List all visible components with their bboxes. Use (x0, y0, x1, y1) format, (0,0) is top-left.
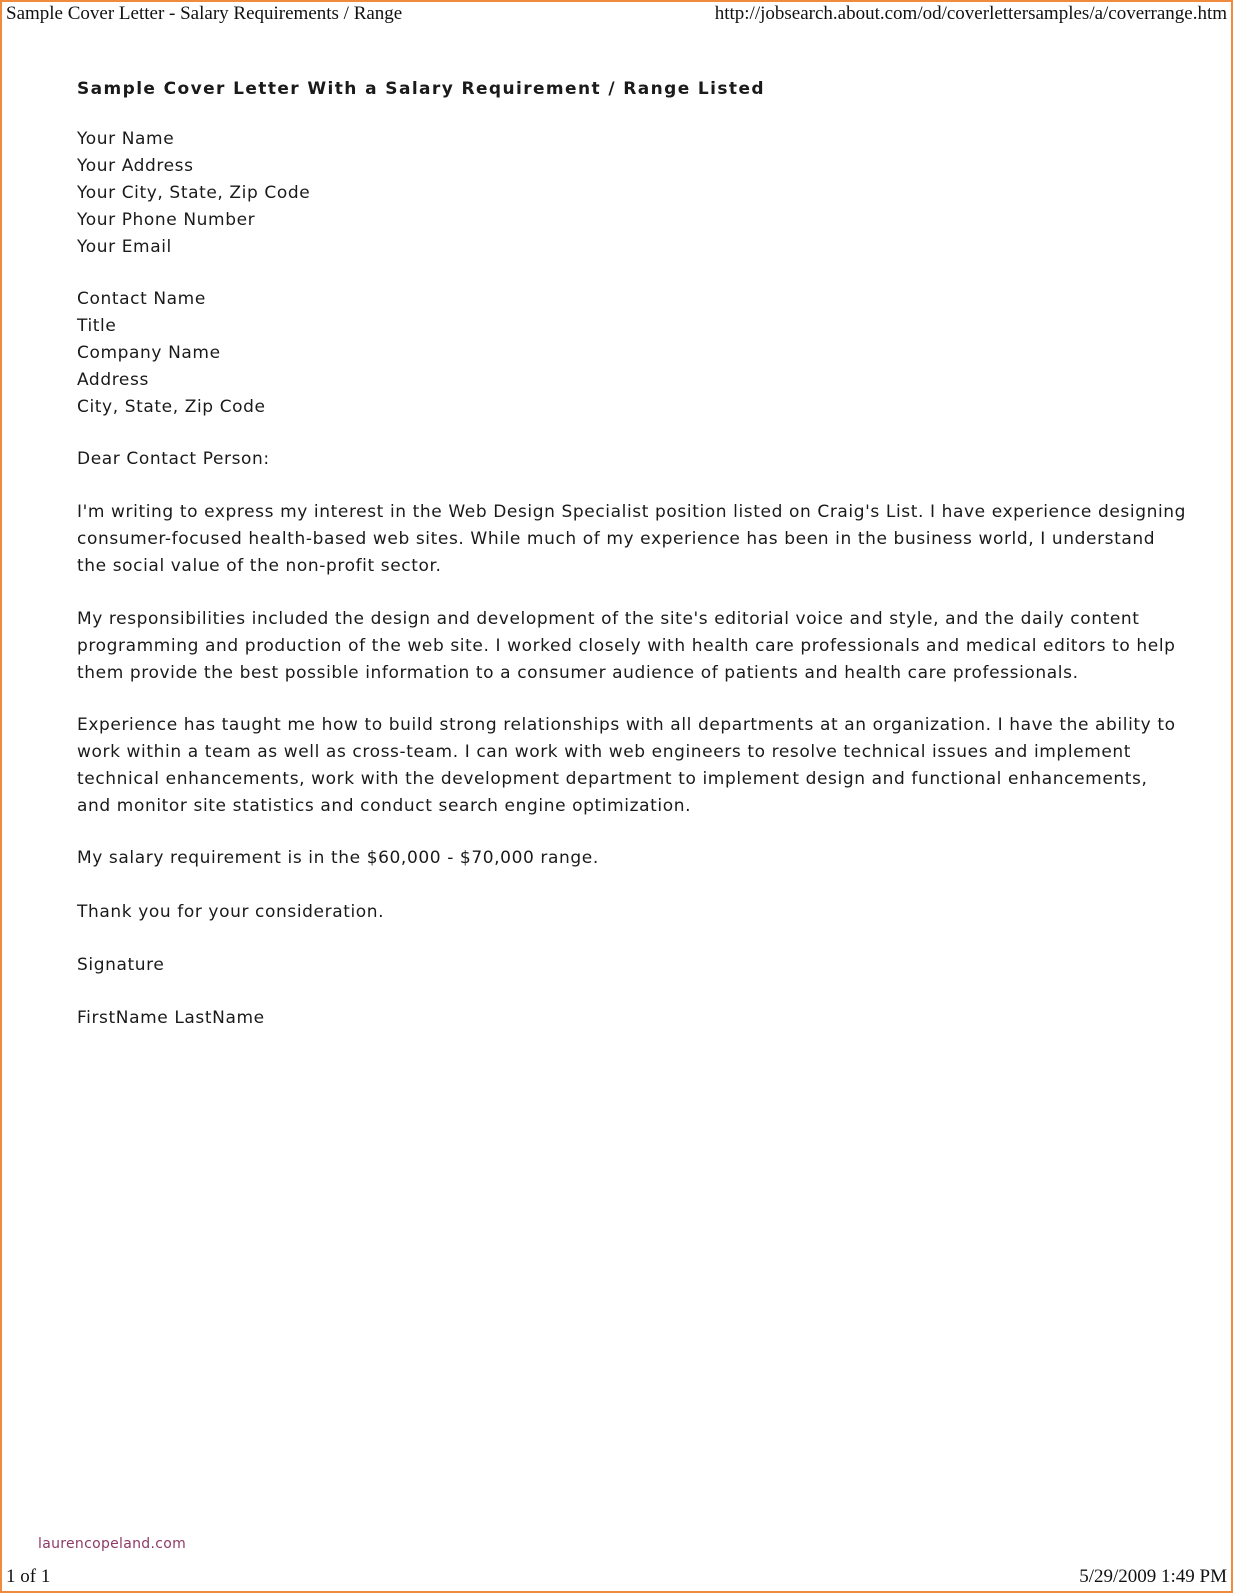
recipient-block (77, 286, 1187, 421)
sender-email: Your Email (77, 237, 172, 257)
recipient-title: Title (77, 316, 117, 336)
print-footer-page: 1 of 1 (6, 1566, 51, 1587)
recipient-contact-name: Contact Name (77, 289, 206, 309)
signer-name: FirstName LastName (77, 1008, 265, 1028)
sender-name: Your Name (77, 129, 175, 149)
paragraph-salary: My salary requirement is in the $60,000 - $70,000 range. (77, 848, 599, 868)
recipient-address: Address (77, 370, 149, 390)
print-header-url: http://jobsearch.about.com/od/coverlettersamples/a/coverrange.htm (714, 3, 1227, 24)
print-footer-timestamp: 5/29/2009 1:49 PM (1079, 1566, 1227, 1587)
salutation: Dear Contact Person: (77, 449, 270, 469)
sender-address: Your Address (77, 156, 194, 176)
paragraph-experience: Experience has taught me how to build strong relationships with all departments at an organization. I have the ability to work within a team as well as cross-team. I can work with web engineers to resolve technical issues and implement technical enhancements, work with the development department to implement design and functional enhancements, and monitor site statistics and conduct search engine optimization. (77, 715, 1176, 816)
recipient-company: Company Name (77, 343, 221, 363)
recipient-city-state-zip: City, State, Zip Code (77, 397, 266, 417)
paragraph-thanks: Thank you for your consideration. (77, 902, 385, 922)
sender-city-state-zip: Your City, State, Zip Code (77, 183, 311, 203)
watermark-text: laurencopeland.com (38, 1536, 187, 1552)
sender-phone: Your Phone Number (77, 210, 256, 230)
letter-title: Sample Cover Letter With a Salary Requirement / Range Listed (77, 79, 765, 99)
paragraph-intro: I'm writing to express my interest in the Web Design Specialist position listed on Craig's List. I have experience designing consumer-focused health-based web sites. While much of my experience has been in the business world, I understand the social value of the non-profit sector. (77, 502, 1187, 576)
print-header-title: Sample Cover Letter - Salary Requirements / Range (6, 3, 403, 24)
sender-block (77, 126, 1187, 261)
paragraph-responsibilities: My responsibilities included the design and development of the site's editorial voice and style, and the daily content programming and production of the web site. I worked closely with health care professionals and medical editors to help them provide the best possible information to a consumer audience of patients and health care professionals. (77, 609, 1176, 683)
signature-line: Signature (77, 955, 165, 975)
